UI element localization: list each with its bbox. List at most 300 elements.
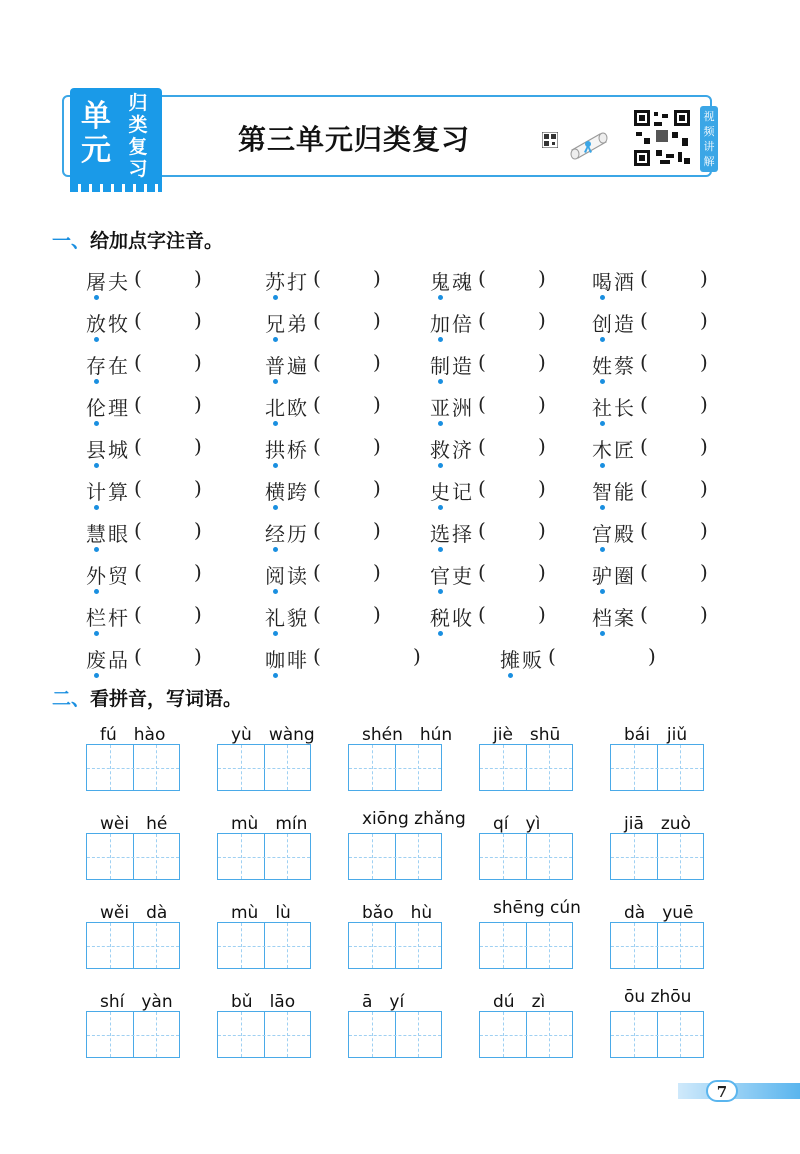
answer-blank[interactable] <box>148 518 192 544</box>
grid-guide-line <box>418 923 419 968</box>
grid-guide-line <box>611 1035 703 1036</box>
paren-close: ) <box>373 560 381 584</box>
emphasis-dot <box>600 295 605 300</box>
writing-box[interactable] <box>348 744 442 791</box>
answer-blank[interactable] <box>654 602 698 628</box>
writing-box[interactable] <box>217 922 311 969</box>
writing-box[interactable] <box>86 1011 180 1058</box>
annotation-word: 拱桥 <box>265 438 309 462</box>
emphasis-dot <box>600 505 605 510</box>
paren-open: ( <box>478 308 486 332</box>
paren-open: ( <box>313 350 321 374</box>
grid-guide-line <box>549 1012 550 1057</box>
annotation-word: 屠夫 <box>86 270 130 294</box>
emphasis-dot <box>273 673 278 678</box>
writing-box[interactable] <box>610 744 704 791</box>
annotation-word: 阅读 <box>265 564 309 588</box>
emphasis-dot <box>94 673 99 678</box>
answer-blank[interactable] <box>327 392 371 418</box>
emphasis-dot <box>273 421 278 426</box>
answer-blank[interactable] <box>148 644 192 670</box>
grid-guide-line <box>611 857 703 858</box>
video-explanation-tab[interactable]: 视频讲解 <box>700 106 718 172</box>
pinyin-label: jiā zuò <box>624 814 691 834</box>
annotation-word: 税收 <box>430 606 474 630</box>
writing-box[interactable] <box>479 922 573 969</box>
annotation-word: 喝酒 <box>592 270 636 294</box>
paren-close: ) <box>194 602 202 626</box>
answer-blank[interactable] <box>492 266 536 292</box>
answer-blank[interactable] <box>562 644 646 670</box>
grid-guide-line <box>680 834 681 879</box>
emphasis-dot <box>273 337 278 342</box>
paren-open: ( <box>134 476 142 500</box>
paren-open: ( <box>134 308 142 332</box>
annotation-word: 档案 <box>592 606 636 630</box>
paren-close: ) <box>194 560 202 584</box>
paren-open: ( <box>478 476 486 500</box>
paren-close: ) <box>194 476 202 500</box>
grid-guide-line <box>503 745 504 790</box>
writing-box[interactable] <box>348 833 442 880</box>
annotation-word: 社长 <box>592 396 636 420</box>
pinyin-label: ā yí <box>362 992 405 1012</box>
grid-guide-line <box>87 768 179 769</box>
ribbon-main-text: 单元 <box>81 99 111 168</box>
paren-open: ( <box>134 392 142 416</box>
emphasis-dot <box>508 673 513 678</box>
annotation-word: 咖啡 <box>265 648 309 672</box>
paren-open: ( <box>134 602 142 626</box>
answer-blank[interactable] <box>327 308 371 334</box>
paren-close: ) <box>194 644 202 668</box>
answer-blank[interactable] <box>654 518 698 544</box>
paren-close: ) <box>373 350 381 374</box>
emphasis-dot <box>94 547 99 552</box>
grid-guide-line <box>372 1012 373 1057</box>
answer-blank[interactable] <box>492 476 536 502</box>
section-2-title: 看拼音，写词语。 <box>90 688 243 710</box>
answer-blank[interactable] <box>148 350 192 376</box>
annotation-word: 摊贩 <box>500 648 544 672</box>
paren-close: ) <box>700 308 708 332</box>
annotation-word: 外贸 <box>86 564 130 588</box>
grid-guide-line <box>634 745 635 790</box>
paren-open: ( <box>478 266 486 290</box>
paren-open: ( <box>313 518 321 542</box>
paren-close: ) <box>648 644 656 668</box>
grid-guide-line <box>418 1012 419 1057</box>
emphasis-dot <box>600 589 605 594</box>
paren-close: ) <box>700 602 708 626</box>
emphasis-dot <box>600 379 605 384</box>
annotation-word: 智能 <box>592 480 636 504</box>
annotation-word: 宫殿 <box>592 522 636 546</box>
annotation-word: 姓蔡 <box>592 354 636 378</box>
paren-open: ( <box>478 602 486 626</box>
annotation-word: 官吏 <box>430 564 474 588</box>
paren-close: ) <box>538 266 546 290</box>
answer-blank[interactable] <box>327 476 371 502</box>
paren-open: ( <box>640 266 648 290</box>
emphasis-dot <box>438 547 443 552</box>
paren-open: ( <box>548 644 556 668</box>
pinyin-label: fú hào <box>100 725 166 745</box>
emphasis-dot <box>438 505 443 510</box>
paren-open: ( <box>478 560 486 584</box>
paren-close: ) <box>413 644 421 668</box>
annotation-word: 经历 <box>265 522 309 546</box>
paren-open: ( <box>313 560 321 584</box>
emphasis-dot <box>600 631 605 636</box>
grid-guide-line <box>156 1012 157 1057</box>
emphasis-dot <box>94 505 99 510</box>
paren-close: ) <box>194 518 202 542</box>
annotation-word: 礼貌 <box>265 606 309 630</box>
emphasis-dot <box>94 631 99 636</box>
pinyin-label: ōu zhōu <box>624 987 692 1007</box>
paren-open: ( <box>313 476 321 500</box>
paren-close: ) <box>194 434 202 458</box>
paren-open: ( <box>134 266 142 290</box>
grid-guide-line <box>634 923 635 968</box>
answer-blank[interactable] <box>492 350 536 376</box>
answer-blank[interactable] <box>327 560 371 586</box>
emphasis-dot <box>94 379 99 384</box>
grid-guide-line <box>156 745 157 790</box>
grid-guide-line <box>480 857 572 858</box>
writing-box[interactable] <box>479 744 573 791</box>
pinyin-label: wěi dà <box>100 903 168 923</box>
annotation-word: 苏打 <box>265 270 309 294</box>
grid-guide-line <box>418 745 419 790</box>
grid-guide-line <box>480 1035 572 1036</box>
grid-guide-line <box>349 768 441 769</box>
section-1-title: 给加点字注音。 <box>90 230 224 252</box>
grid-guide-line <box>349 946 441 947</box>
paren-open: ( <box>478 392 486 416</box>
answer-blank[interactable] <box>148 434 192 460</box>
grid-guide-line <box>287 834 288 879</box>
paren-close: ) <box>538 392 546 416</box>
annotation-word: 横跨 <box>265 480 309 504</box>
paren-close: ) <box>700 392 708 416</box>
grid-guide-line <box>372 834 373 879</box>
grid-guide-line <box>287 745 288 790</box>
grid-guide-line <box>634 834 635 879</box>
grid-guide-line <box>87 946 179 947</box>
emphasis-dot <box>273 505 278 510</box>
paren-open: ( <box>313 434 321 458</box>
grid-guide-line <box>480 946 572 947</box>
emphasis-dot <box>438 631 443 636</box>
writing-box[interactable] <box>610 922 704 969</box>
pinyin-label: dú zì <box>493 992 546 1012</box>
grid-guide-line <box>287 1012 288 1057</box>
answer-blank[interactable] <box>327 434 371 460</box>
answer-blank[interactable] <box>327 350 371 376</box>
writing-box[interactable] <box>479 1011 573 1058</box>
grid-guide-line <box>156 923 157 968</box>
paren-close: ) <box>194 308 202 332</box>
paren-close: ) <box>194 392 202 416</box>
annotation-word: 伦理 <box>86 396 130 420</box>
grid-guide-line <box>87 1035 179 1036</box>
pinyin-label: mù lù <box>231 903 291 923</box>
paren-open: ( <box>640 350 648 374</box>
paren-close: ) <box>700 560 708 584</box>
paren-open: ( <box>313 602 321 626</box>
answer-blank[interactable] <box>654 392 698 418</box>
paren-close: ) <box>538 560 546 584</box>
grid-guide-line <box>503 1012 504 1057</box>
pinyin-label: yù wàng <box>231 725 315 745</box>
pinyin-label: shēng cún <box>493 898 581 918</box>
grid-guide-line <box>549 745 550 790</box>
paren-close: ) <box>700 476 708 500</box>
paren-close: ) <box>373 266 381 290</box>
answer-blank[interactable] <box>148 392 192 418</box>
grid-guide-line <box>87 857 179 858</box>
emphasis-dot <box>600 337 605 342</box>
annotation-word: 北欧 <box>265 396 309 420</box>
pinyin-label: dà yuē <box>624 903 694 923</box>
annotation-word: 兄弟 <box>265 312 309 336</box>
paren-close: ) <box>538 350 546 374</box>
emphasis-dot <box>273 589 278 594</box>
paren-close: ) <box>538 476 546 500</box>
grid-guide-line <box>680 1012 681 1057</box>
paren-close: ) <box>194 350 202 374</box>
annotation-word: 普遍 <box>265 354 309 378</box>
paren-close: ) <box>373 602 381 626</box>
grid-guide-line <box>349 857 441 858</box>
answer-blank[interactable] <box>148 476 192 502</box>
grid-guide-line <box>218 946 310 947</box>
answer-blank[interactable] <box>492 308 536 334</box>
grid-guide-line <box>372 923 373 968</box>
pinyin-label: xiōng zhǎng <box>362 809 466 829</box>
annotation-word: 慧眼 <box>86 522 130 546</box>
annotation-word: 亚洲 <box>430 396 474 420</box>
emphasis-dot <box>273 547 278 552</box>
emphasis-dot <box>438 463 443 468</box>
grid-guide-line <box>634 1012 635 1057</box>
answer-blank[interactable] <box>148 602 192 628</box>
answer-blank[interactable] <box>654 266 698 292</box>
grid-guide-line <box>287 923 288 968</box>
grid-guide-line <box>218 1035 310 1036</box>
emphasis-dot <box>94 463 99 468</box>
answer-blank[interactable] <box>492 518 536 544</box>
annotation-word: 创造 <box>592 312 636 336</box>
annotation-word: 史记 <box>430 480 474 504</box>
page-title: 第三单元归类复习 <box>238 123 471 156</box>
paren-open: ( <box>313 644 321 668</box>
grid-guide-line <box>110 745 111 790</box>
paren-close: ) <box>538 308 546 332</box>
answer-blank[interactable] <box>148 308 192 334</box>
answer-blank[interactable] <box>148 266 192 292</box>
writing-box[interactable] <box>217 1011 311 1058</box>
paren-open: ( <box>640 476 648 500</box>
annotation-word: 废品 <box>86 648 130 672</box>
writing-box[interactable] <box>217 744 311 791</box>
footer-bar <box>678 1083 800 1099</box>
unit-ribbon <box>70 88 162 184</box>
pinyin-label: bái jiǔ <box>624 725 688 745</box>
pinyin-label: shí yàn <box>100 992 173 1012</box>
pinyin-label: bǔ lāo <box>231 992 296 1012</box>
grid-guide-line <box>503 834 504 879</box>
grid-guide-line <box>349 1035 441 1036</box>
writing-box[interactable] <box>348 922 442 969</box>
paren-open: ( <box>640 560 648 584</box>
answer-blank[interactable] <box>492 392 536 418</box>
section-2-heading <box>52 684 242 711</box>
annotation-word: 栏杆 <box>86 606 130 630</box>
answer-blank[interactable] <box>327 266 371 292</box>
paren-open: ( <box>134 434 142 458</box>
paren-open: ( <box>640 602 648 626</box>
pinyin-label: mù mín <box>231 814 308 834</box>
emphasis-dot <box>438 337 443 342</box>
paren-open: ( <box>640 392 648 416</box>
grid-guide-line <box>680 745 681 790</box>
pinyin-label: bǎo hù <box>362 903 433 923</box>
answer-blank[interactable] <box>654 308 698 334</box>
writing-box[interactable] <box>610 1011 704 1058</box>
grid-guide-line <box>241 745 242 790</box>
writing-box[interactable] <box>86 833 180 880</box>
grid-guide-line <box>241 834 242 879</box>
emphasis-dot <box>273 463 278 468</box>
answer-blank[interactable] <box>654 560 698 586</box>
emphasis-dot <box>273 295 278 300</box>
section-2-number: 二、 <box>52 688 91 710</box>
annotation-word: 加倍 <box>430 312 474 336</box>
writing-box[interactable] <box>348 1011 442 1058</box>
emphasis-dot <box>438 295 443 300</box>
grid-guide-line <box>241 923 242 968</box>
paren-close: ) <box>194 266 202 290</box>
emphasis-dot <box>94 589 99 594</box>
pinyin-label: qí yì <box>493 814 541 834</box>
answer-blank[interactable] <box>327 644 411 670</box>
paren-open: ( <box>313 308 321 332</box>
annotation-word: 存在 <box>86 354 130 378</box>
ribbon-sub-text: 归类复习 <box>128 92 148 180</box>
emphasis-dot <box>438 421 443 426</box>
section-1-number: 一、 <box>52 230 91 252</box>
emphasis-dot <box>600 421 605 426</box>
qr-code-icon[interactable] <box>632 108 692 168</box>
paren-open: ( <box>134 518 142 542</box>
paren-close: ) <box>538 518 546 542</box>
emphasis-dot <box>438 379 443 384</box>
annotation-word: 驴圈 <box>592 564 636 588</box>
emphasis-dot <box>94 421 99 426</box>
paren-close: ) <box>538 602 546 626</box>
annotation-word: 选择 <box>430 522 474 546</box>
paren-close: ) <box>373 518 381 542</box>
paren-open: ( <box>134 350 142 374</box>
paren-open: ( <box>313 266 321 290</box>
answer-blank[interactable] <box>492 602 536 628</box>
answer-blank[interactable] <box>327 602 371 628</box>
paren-close: ) <box>373 434 381 458</box>
page-number: 7 <box>706 1080 738 1102</box>
scroll-diploma-icon <box>566 122 610 162</box>
paren-close: ) <box>700 518 708 542</box>
answer-blank[interactable] <box>327 518 371 544</box>
pinyin-label: wèi hé <box>100 814 168 834</box>
annotation-word: 鬼魂 <box>430 270 474 294</box>
writing-box[interactable] <box>610 833 704 880</box>
grid-guide-line <box>611 946 703 947</box>
writing-box[interactable] <box>479 833 573 880</box>
grid-guide-line <box>480 768 572 769</box>
paren-close: ) <box>373 476 381 500</box>
writing-box[interactable] <box>86 922 180 969</box>
paren-close: ) <box>538 434 546 458</box>
answer-blank[interactable] <box>492 560 536 586</box>
writing-box[interactable] <box>86 744 180 791</box>
annotation-word: 制造 <box>430 354 474 378</box>
annotation-word: 县城 <box>86 438 130 462</box>
emphasis-dot <box>273 379 278 384</box>
grid-guide-line <box>549 834 550 879</box>
mini-qr-icon <box>542 132 558 148</box>
grid-guide-line <box>549 923 550 968</box>
paren-close: ) <box>700 434 708 458</box>
grid-guide-line <box>218 857 310 858</box>
grid-guide-line <box>241 1012 242 1057</box>
writing-box[interactable] <box>217 833 311 880</box>
paren-open: ( <box>478 350 486 374</box>
paren-open: ( <box>134 644 142 668</box>
grid-guide-line <box>503 923 504 968</box>
emphasis-dot <box>273 631 278 636</box>
annotation-word: 救济 <box>430 438 474 462</box>
paren-open: ( <box>134 560 142 584</box>
answer-blank[interactable] <box>148 560 192 586</box>
grid-guide-line <box>110 1012 111 1057</box>
paren-open: ( <box>313 392 321 416</box>
grid-guide-line <box>372 745 373 790</box>
paren-close: ) <box>700 350 708 374</box>
answer-blank[interactable] <box>654 476 698 502</box>
section-1-heading <box>52 226 223 253</box>
answer-blank[interactable] <box>492 434 536 460</box>
paren-open: ( <box>640 308 648 332</box>
grid-guide-line <box>156 834 157 879</box>
grid-guide-line <box>418 834 419 879</box>
paren-open: ( <box>478 434 486 458</box>
pinyin-label: shén hún <box>362 725 453 745</box>
annotation-word: 木匠 <box>592 438 636 462</box>
emphasis-dot <box>94 337 99 342</box>
grid-guide-line <box>110 923 111 968</box>
answer-blank[interactable] <box>654 434 698 460</box>
emphasis-dot <box>600 463 605 468</box>
grid-guide-line <box>110 834 111 879</box>
paren-open: ( <box>640 518 648 542</box>
answer-blank[interactable] <box>654 350 698 376</box>
paren-close: ) <box>373 308 381 332</box>
emphasis-dot <box>94 295 99 300</box>
emphasis-dot <box>600 547 605 552</box>
